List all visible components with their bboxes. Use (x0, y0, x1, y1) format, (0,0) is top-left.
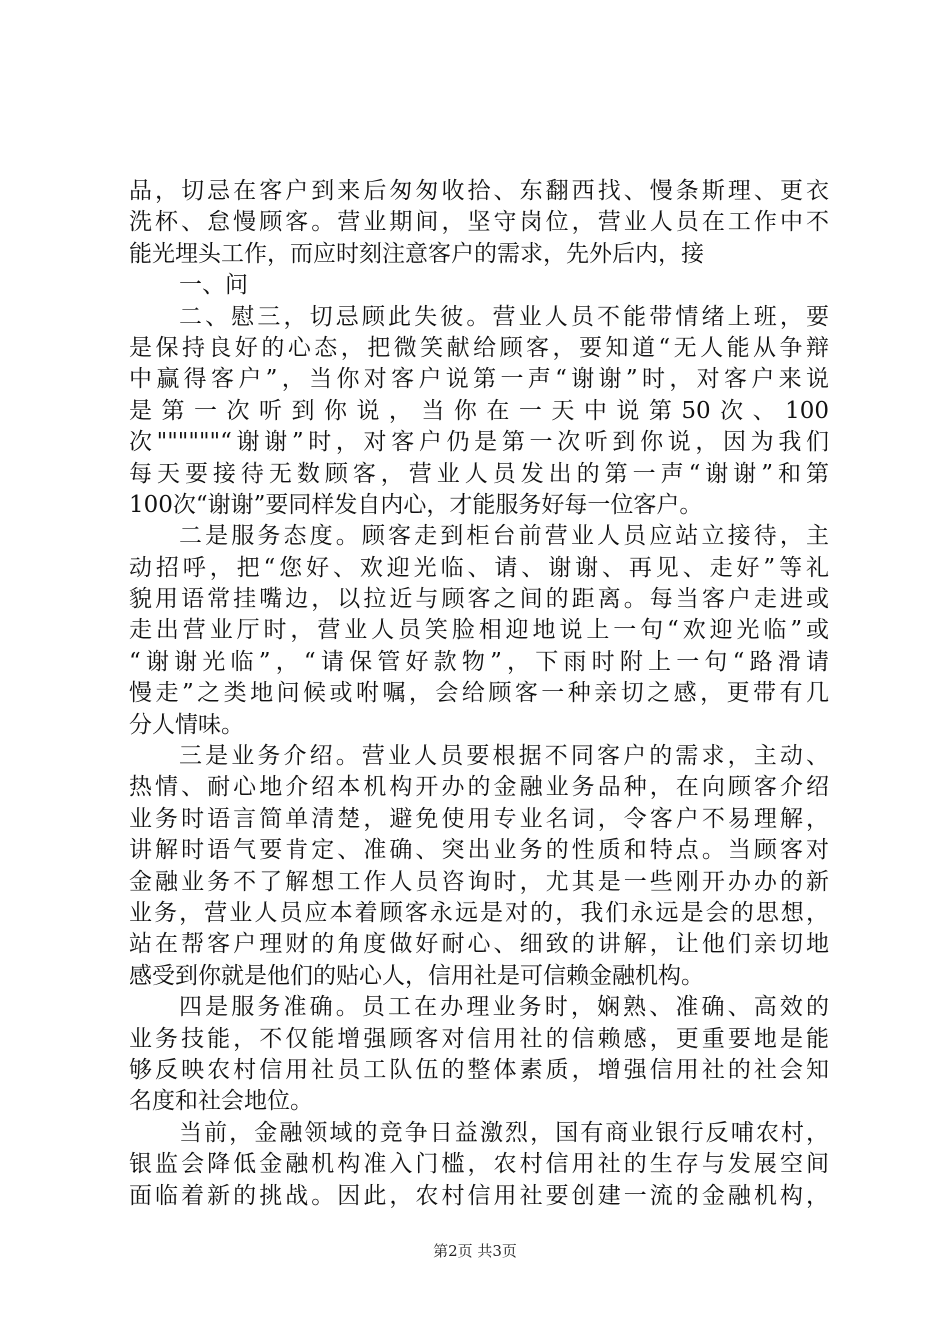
text-line: 当前，金融领域的竞争日益激烈，国有商业银行反哺农村， (179, 1119, 829, 1146)
text-line: 品，切忌在客户到来后匆匆收拾、东翻西找、慢条斯理、更衣 (129, 178, 829, 204)
text-line: 站在帮客户理财的角度做好耐心、细致的讲解，让他们亲切地 (129, 931, 829, 958)
text-line: 讲解时语气要肯定、准确、突出业务的性质和特点。当顾客对 (129, 837, 829, 864)
text-line: 貌用语常挂嘴边，以拉近与顾客之间的距离。每当客户走进或 (129, 586, 829, 613)
text-line: 中赢得客户”，当你对客户说第一声“谢谢”时，对客户来说 (129, 366, 829, 393)
text-line: 二是服务态度。顾客走到柜台前营业人员应站立接待，主 (179, 523, 829, 550)
text-line: 每天要接待无数顾客，营业人员发出的第一声“谢谢”和第 (129, 460, 829, 487)
text-line: 能光埋头工作，而应时刻注意客户的需求，先外后内，接 (129, 240, 704, 267)
text-line: 面临着新的挑战。因此，农村信用社要创建一流的金融机构， (129, 1182, 829, 1209)
page-number-footer: 第2页 共3页 (433, 1242, 517, 1260)
text-line: 业务时语言简单清楚，避免使用专业名词，令客户不易理解， (129, 805, 829, 832)
text-line: “谢谢光临”，“请保管好款物”，下雨时附上一句“路滑请 (129, 648, 829, 675)
text-line: 次""""""“谢谢”时，对客户仍是第一次听到你说，因为我们 (129, 429, 829, 456)
text-line: 二、慰三，切忌顾此失彼。营业人员不能带情绪上班，要 (179, 303, 829, 330)
text-line: 名度和社会地位。 (129, 1088, 313, 1115)
text-line: 动招呼，把“您好、欢迎光临、请、谢谢、再见、走好”等礼 (129, 554, 829, 581)
text-line: 业务，营业人员应本着顾客永远是对的，我们永远是会的思想， (129, 899, 829, 926)
text-line: 走出营业厅时，营业人员笑脸相迎地说上一句“欢迎光临”或 (129, 617, 829, 644)
text-line: 是第一次听到你说，当你在一天中说第50次、100 (129, 397, 829, 424)
text-line: 业务技能，不仅能增强顾客对信用社的信赖感，更重要地是能 (129, 1025, 829, 1052)
text-line: 金融业务不了解想工作人员咨询时，尤其是一些刚开办办的新 (129, 868, 829, 895)
text-line: 洗杯、怠慢顾客。营业期间，坚守岗位，营业人员在工作中不 (129, 209, 829, 236)
text-line: 感受到你就是他们的贴心人，信用社是可信赖金融机构。 (129, 962, 704, 989)
text-line: 慢走”之类地问候或咐嘱，会给顾客一种亲切之感，更带有几 (129, 680, 829, 707)
text-line: 银监会降低金融机构准入门槛，农村信用社的生存与发展空间 (129, 1151, 829, 1178)
text-line: 分人情味。 (129, 711, 244, 738)
text-line: 四是服务准确。员工在办理业务时，娴熟、准确、高效的 (179, 994, 829, 1021)
text-line: 三是业务介绍。营业人员要根据不同客户的需求，主动、 (179, 743, 829, 770)
text-line: 热情、耐心地介绍本机构开办的金融业务品种，在向顾客介绍 (129, 774, 829, 801)
text-line: 一、问 (179, 272, 248, 299)
text-line: 够反映农村信用社员工队伍的整体素质，增强信用社的社会知 (129, 1056, 829, 1083)
text-line: 是保持良好的心态，把微笑献给顾客，要知道“无人能从争辩 (129, 334, 829, 361)
document-body (129, 176, 829, 1212)
text-line: 100次“谢谢”要同样发自内心，才能服务好每一位客户。 (129, 491, 703, 518)
